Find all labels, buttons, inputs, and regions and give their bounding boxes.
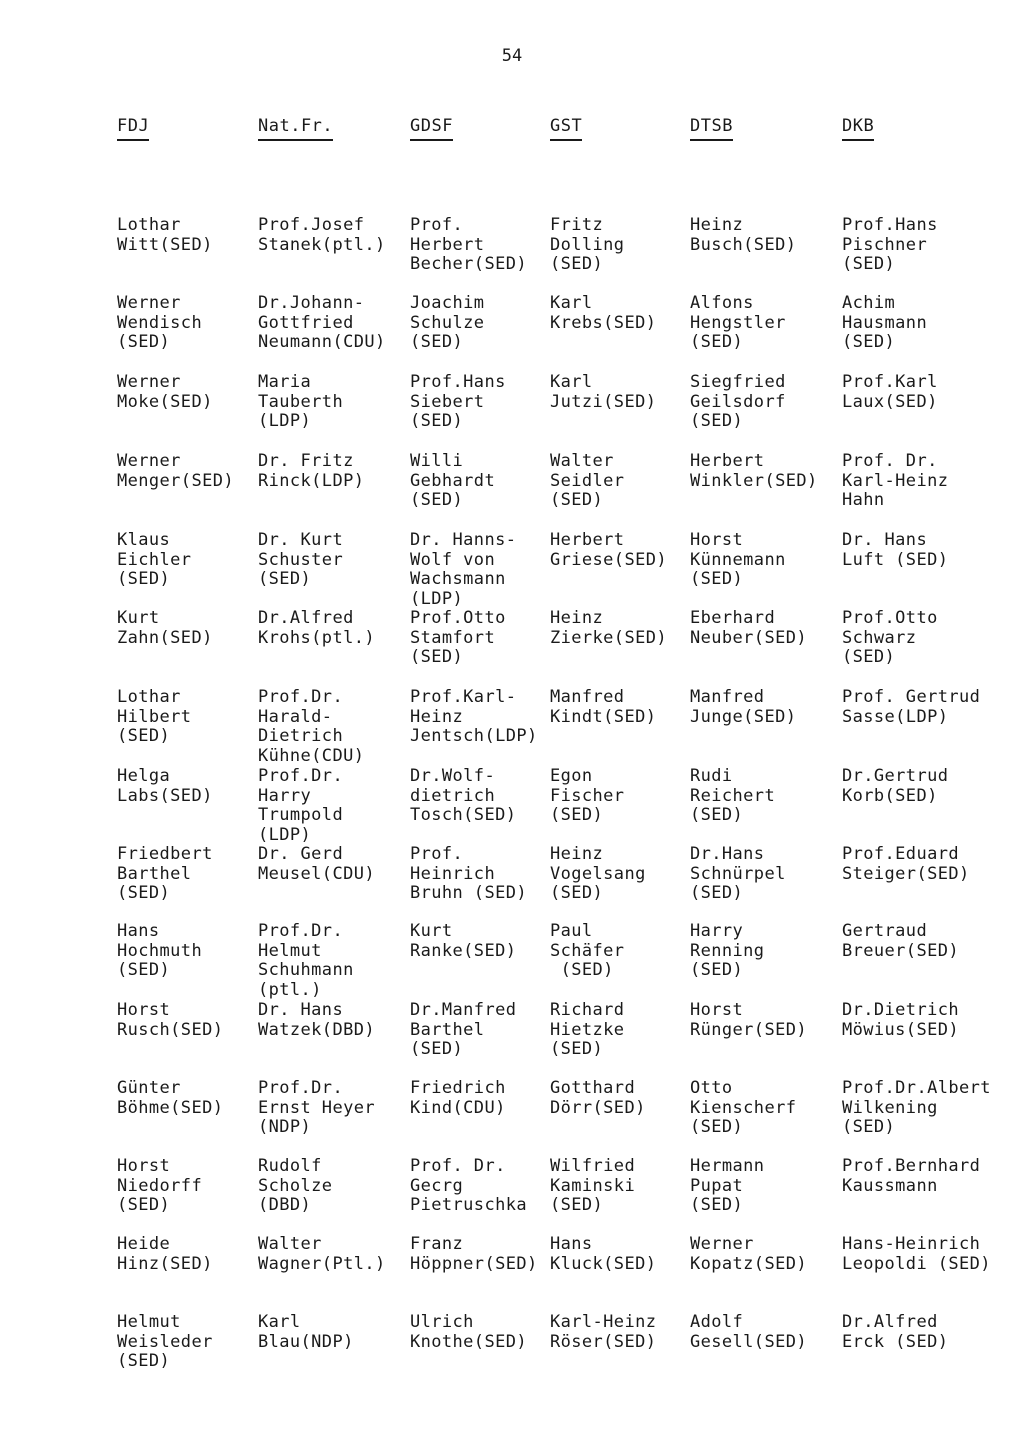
table-cell: Dr.Alfred Erck (SED) — [842, 1312, 949, 1352]
table-cell: Walter Wagner(Ptl.) — [258, 1234, 386, 1274]
table-cell: Dr. Hans Watzek(DBD) — [258, 1000, 375, 1040]
table-cell: Heinz Busch(SED) — [690, 215, 797, 255]
column-header-label: Nat.Fr. — [258, 116, 333, 141]
table-cell: Karl-Heinz Röser(SED) — [550, 1312, 657, 1352]
table-cell: Fritz Dolling (SED) — [550, 215, 625, 274]
column-header — [410, 116, 453, 141]
table-cell: Dr. Kurt Schuster (SED) — [258, 530, 344, 589]
column-header-label: DKB — [842, 116, 874, 141]
table-cell: Werner Menger(SED) — [117, 451, 234, 491]
table-cell: Dr.Wolf- dietrich Tosch(SED) — [410, 766, 517, 825]
table-cell: Gertraud Breuer(SED) — [842, 921, 959, 961]
table-cell: Hans Hochmuth (SED) — [117, 921, 203, 980]
table-cell: Prof.Dr. Harry Trumpold (LDP) — [258, 766, 344, 845]
table-cell: Prof.Josef Stanek(ptl.) — [258, 215, 386, 255]
table-cell: Prof.Hans Siebert (SED) — [410, 372, 506, 431]
table-cell: Werner Moke(SED) — [117, 372, 213, 412]
table-cell: Horst Rünger(SED) — [690, 1000, 807, 1040]
table-cell: Kurt Ranke(SED) — [410, 921, 517, 961]
table-cell: Heinz Zierke(SED) — [550, 608, 667, 648]
table-cell: Manfred Kindt(SED) — [550, 687, 657, 727]
table-cell: Prof.Karl Laux(SED) — [842, 372, 938, 412]
table-cell: Prof. Dr. Gecrg Pietruschka — [410, 1156, 527, 1215]
table-cell: Kurt Zahn(SED) — [117, 608, 213, 648]
table-cell: Klaus Eichler (SED) — [117, 530, 192, 589]
table-cell: Hans Kluck(SED) — [550, 1234, 657, 1274]
table-cell: Dr.Johann- Gottfried Neumann(CDU) — [258, 293, 386, 352]
table-cell: Paul Schäfer (SED) — [550, 921, 625, 980]
table-cell: Dr.Gertrud Korb(SED) — [842, 766, 949, 806]
table-cell: Dr.Dietrich Möwius(SED) — [842, 1000, 959, 1040]
table-cell: Horst Niedorff (SED) — [117, 1156, 203, 1215]
table-cell: Friedbert Barthel (SED) — [117, 844, 213, 903]
table-cell: Adolf Gesell(SED) — [690, 1312, 807, 1352]
table-cell: Werner Wendisch (SED) — [117, 293, 203, 352]
table-cell: Dr.Hans Schnürpel (SED) — [690, 844, 786, 903]
table-cell: Friedrich Kind(CDU) — [410, 1078, 506, 1118]
table-cell: Richard Hietzke (SED) — [550, 1000, 625, 1059]
table-cell: Prof.Hans Pischner (SED) — [842, 215, 938, 274]
table-cell: Werner Kopatz(SED) — [690, 1234, 807, 1274]
column-header — [117, 116, 149, 141]
column-header — [550, 116, 582, 141]
table-cell: Dr. Hanns- Wolf von Wachsmann (LDP) — [410, 530, 517, 609]
table-cell: Lothar Witt(SED) — [117, 215, 213, 255]
table-cell: Lothar Hilbert (SED) — [117, 687, 192, 746]
table-cell: Walter Seidler (SED) — [550, 451, 625, 510]
table-cell: Rudi Reichert (SED) — [690, 766, 776, 825]
table-cell: Prof. Heinrich Bruhn (SED) — [410, 844, 527, 903]
table-cell: Heinz Vogelsang (SED) — [550, 844, 646, 903]
table-cell: Horst Künnemann (SED) — [690, 530, 786, 589]
table-cell: Prof.Dr. Helmut Schuhmann (ptl.) — [258, 921, 354, 1000]
column-header-label: GDSF — [410, 116, 453, 141]
table-cell: Harry Renning (SED) — [690, 921, 765, 980]
table-cell: Gotthard Dörr(SED) — [550, 1078, 646, 1118]
table-cell: Prof.Dr. Ernst Heyer (NDP) — [258, 1078, 375, 1137]
table-cell: Siegfried Geilsdorf (SED) — [690, 372, 786, 431]
table-cell: Heide Hinz(SED) — [117, 1234, 213, 1274]
table-cell: Karl Jutzi(SED) — [550, 372, 657, 412]
column-header — [842, 116, 874, 141]
table-cell: Achim Hausmann (SED) — [842, 293, 928, 352]
table-cell: Günter Böhme(SED) — [117, 1078, 224, 1118]
table-cell: Prof.Otto Schwarz (SED) — [842, 608, 938, 667]
table-cell: Horst Rusch(SED) — [117, 1000, 224, 1040]
table-cell: Herbert Griese(SED) — [550, 530, 667, 570]
table-cell: Prof.Bernhard Kaussmann — [842, 1156, 981, 1196]
table-cell: Rudolf Scholze (DBD) — [258, 1156, 333, 1215]
table-cell: Dr.Alfred Krohs(ptl.) — [258, 608, 375, 648]
table-cell: Prof. Gertrud Sasse(LDP) — [842, 687, 981, 727]
table-cell: Willi Gebhardt (SED) — [410, 451, 496, 510]
table-cell: Otto Kienscherf (SED) — [690, 1078, 797, 1137]
table-cell: Helmut Weisleder (SED) — [117, 1312, 213, 1371]
table-cell: Prof.Otto Stamfort (SED) — [410, 608, 506, 667]
table-cell: Franz Höppner(SED) — [410, 1234, 538, 1274]
table-cell: Manfred Junge(SED) — [690, 687, 797, 727]
table-cell: Joachim Schulze (SED) — [410, 293, 485, 352]
table-cell: Prof.Dr.Albert Wilkening (SED) — [842, 1078, 991, 1137]
table-cell: Dr. Gerd Meusel(CDU) — [258, 844, 375, 884]
table-cell: Helga Labs(SED) — [117, 766, 213, 806]
table-cell: Prof.Dr. Harald- Dietrich Kühne(CDU) — [258, 687, 365, 766]
column-header-label: DTSB — [690, 116, 733, 141]
table-cell: Prof.Eduard Steiger(SED) — [842, 844, 970, 884]
table-cell: Hermann Pupat (SED) — [690, 1156, 765, 1215]
table-cell: Wilfried Kaminski (SED) — [550, 1156, 636, 1215]
column-header — [258, 116, 333, 141]
table-cell: Karl Krebs(SED) — [550, 293, 657, 333]
table-cell: Dr. Hans Luft (SED) — [842, 530, 949, 570]
column-header — [690, 116, 733, 141]
page-number: 54 — [501, 46, 523, 66]
table-cell: Prof.Karl- Heinz Jentsch(LDP) — [410, 687, 538, 746]
table-cell: Dr.Manfred Barthel (SED) — [410, 1000, 517, 1059]
table-cell: Egon Fischer (SED) — [550, 766, 625, 825]
table-cell: Dr. Fritz Rinck(LDP) — [258, 451, 365, 491]
table-cell: Prof. Dr. Karl-Heinz Hahn — [842, 451, 949, 510]
table-cell: Karl Blau(NDP) — [258, 1312, 354, 1352]
table-cell: Hans-Heinrich Leopoldi (SED) — [842, 1234, 991, 1274]
column-header-label: GST — [550, 116, 582, 141]
table-cell: Eberhard Neuber(SED) — [690, 608, 807, 648]
table-cell: Prof. Herbert Becher(SED) — [410, 215, 527, 274]
table-cell: Alfons Hengstler (SED) — [690, 293, 786, 352]
table-cell: Ulrich Knothe(SED) — [410, 1312, 527, 1352]
column-header-label: FDJ — [117, 116, 149, 141]
table-cell: Maria Tauberth (LDP) — [258, 372, 344, 431]
table-cell: Herbert Winkler(SED) — [690, 451, 818, 491]
